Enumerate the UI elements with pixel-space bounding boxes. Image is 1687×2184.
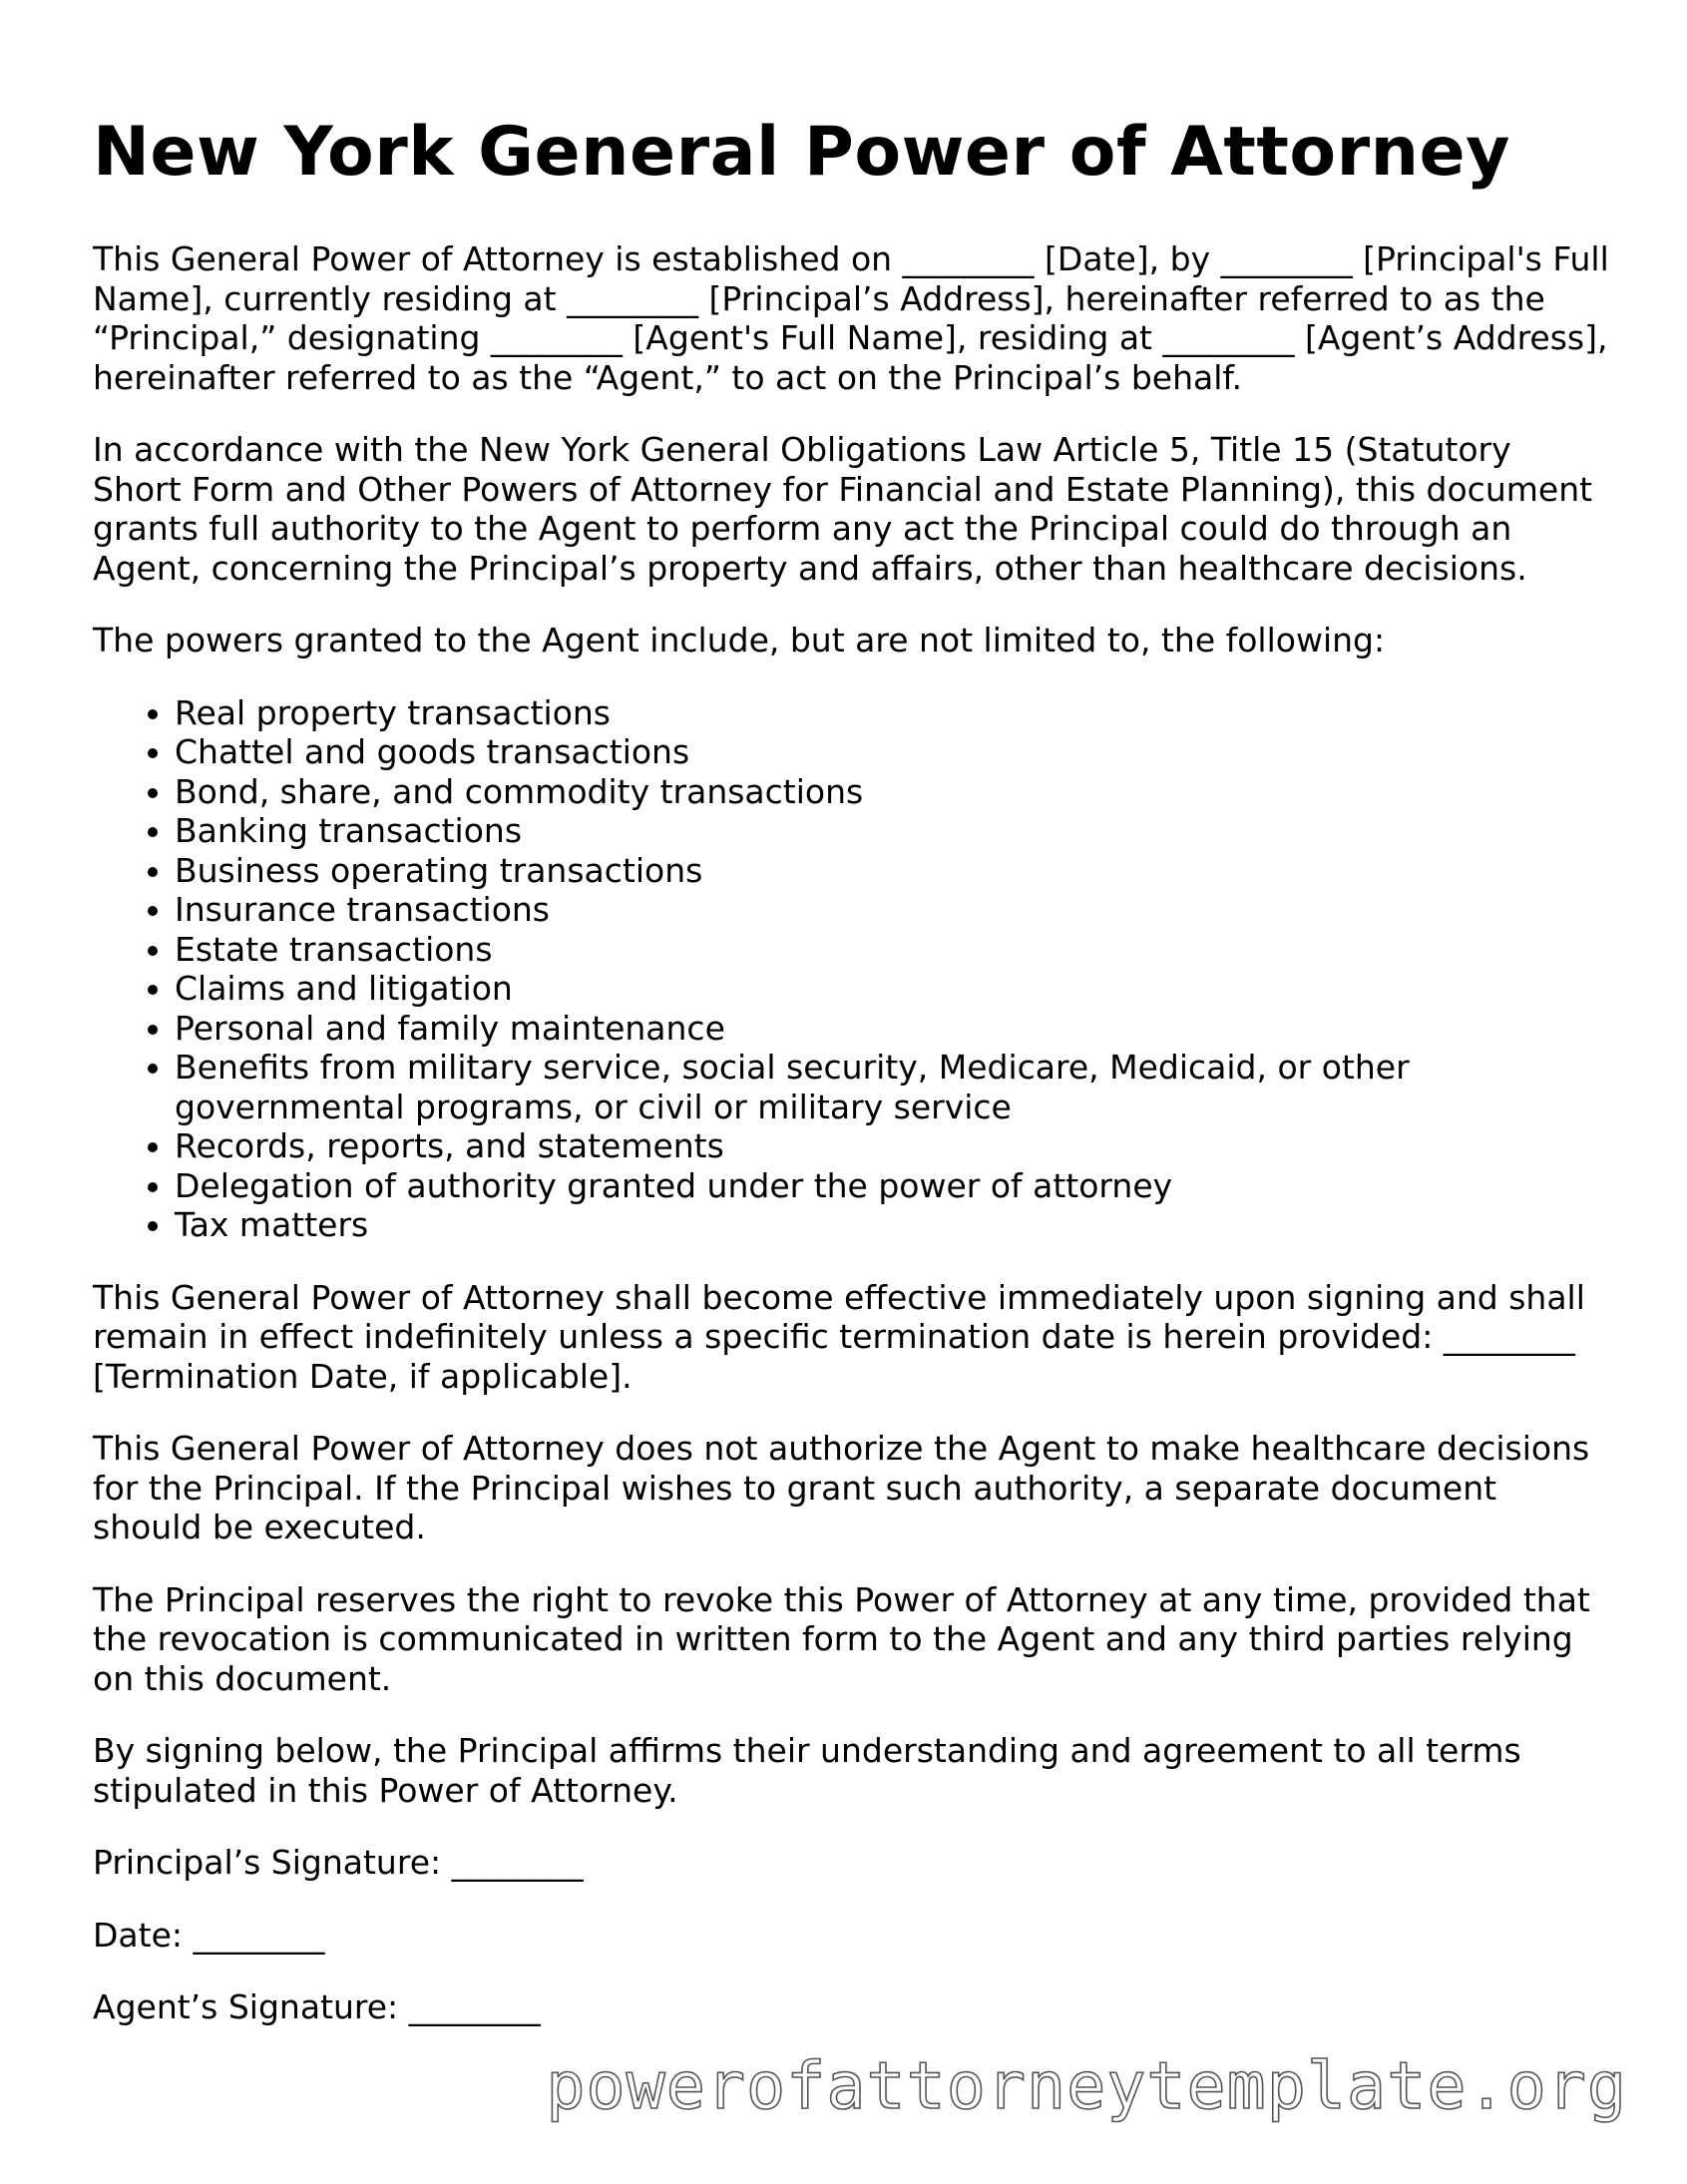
powers-list-item: • Estate transactions (175, 930, 1609, 970)
document-page (93, 112, 1609, 2060)
powers-list-item: • Benefits from military service, social security, Medicare, Medicaid, or other governmental programs, or civil or military service (175, 1048, 1609, 1126)
intro-paragraph: This General Power of Attorney is established on ________ [Date], by ________ [Principal's Full Name], currently residing at ________ [Principal’s Address], hereinafter referred to as the “Principal,” designating ________ [Agent's Full Name], residing at ________ [Agent’s Address], hereinafter referred to as the “Agent,” to act on the Principal’s behalf. (93, 239, 1609, 397)
powers-list-item: • Business operating transactions (175, 851, 1609, 891)
powers-list-item: • Bond, share, and commodity transactions (175, 772, 1609, 812)
watermark: powerofattorneytemplate.org (546, 2049, 1627, 2124)
affirmation-paragraph: By signing below, the Principal affirms their understanding and agreement to all terms stipulated in this Power of Attorney. (93, 1731, 1521, 1810)
authority-paragraph: In accordance with the New York General Obligations Law Article 5, Title 15 (Statutory Short Form and Other Powers of Attorney for Financial and Estate Planning), this document grants full authority to the Agent to perform any act the Principal could do through an Agent, concerning the Principal’s property and affairs, other than healthcare decisions. (93, 430, 1593, 588)
powers-list-item: • Records, reports, and statements (175, 1126, 1609, 1166)
powers-list (93, 693, 1609, 1245)
powers-list-item: • Insurance transactions (175, 890, 1609, 930)
powers-intro-paragraph: The powers granted to the Agent include, but are not limited to, the following: (93, 621, 1386, 659)
powers-list-item: • Delegation of authority granted under the power of attorney (175, 1166, 1609, 1206)
powers-list-item: • Tax matters (175, 1205, 1609, 1245)
effective-date-paragraph: This General Power of Attorney shall become effective immediately upon signing and shall remain in effect indefinitely unless a specific termination date is herein provided: ________ [Termination Date, if applicable]. (93, 1277, 1585, 1396)
agent-signature-line: Agent’s Signature: ________ (93, 1987, 541, 2026)
date-line: Date: ________ (93, 1915, 325, 1955)
healthcare-exclusion-paragraph: This General Power of Attorney does not authorize the Agent to make healthcare decisions for the Principal. If the Principal wishes to grant such authority, a separate document should be executed. (93, 1429, 1590, 1546)
powers-list-item: • Personal and family maintenance (175, 1009, 1609, 1049)
powers-list-item: • Chattel and goods transactions (175, 732, 1609, 772)
powers-list-item: • Real property transactions (175, 693, 1609, 733)
powers-list-item: • Claims and litigation (175, 969, 1609, 1009)
document-title: New York General Power of Attorney (93, 113, 1510, 192)
revocation-paragraph: The Principal reserves the right to revoke this Power of Attorney at any time, provided that the revocation is communicated in written form to the Agent and any third parties relying on this document. (93, 1579, 1590, 1698)
principal-signature-line: Principal’s Signature: ________ (93, 1843, 584, 1882)
powers-list-item: • Banking transactions (175, 811, 1609, 851)
